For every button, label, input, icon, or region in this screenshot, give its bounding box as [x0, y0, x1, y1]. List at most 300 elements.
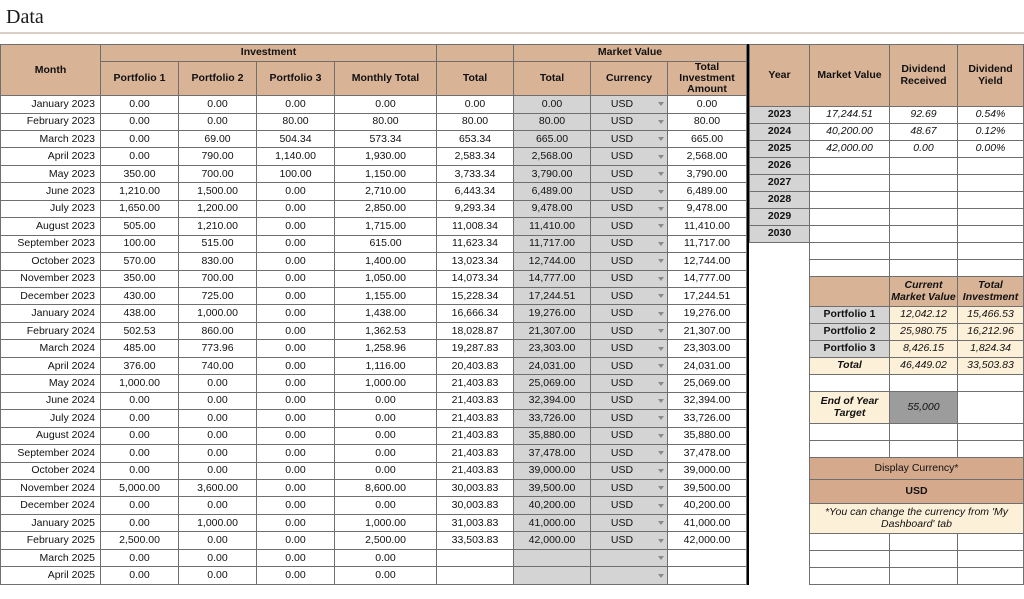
cell-portfolio-3[interactable]: 0.00 [257, 305, 335, 322]
cell-portfolio-2[interactable]: 0.00 [179, 462, 257, 479]
cell-dividend-yield[interactable]: 0.12% [958, 124, 1024, 141]
cell-total-investment-amount[interactable]: 32,394.00 [668, 392, 747, 409]
cell-portfolio-3[interactable]: 0.00 [257, 218, 335, 235]
cell-portfolio-2[interactable]: 0.00 [179, 375, 257, 392]
currency-dropdown[interactable] [591, 532, 668, 549]
cell-portfolio-1[interactable]: 5,000.00 [101, 480, 179, 497]
cell-dividend-received[interactable]: 48.67 [890, 124, 958, 141]
cell-yearly-market-value[interactable] [810, 226, 890, 243]
cell-total-investment-amount[interactable]: 40,200.00 [668, 497, 747, 514]
cell-total-investment-amount[interactable]: 3,790.00 [668, 165, 747, 182]
cell-portfolio-2[interactable]: 0.00 [179, 410, 257, 427]
cell-portfolio-2[interactable]: 0.00 [179, 445, 257, 462]
chevron-down-icon[interactable] [658, 102, 664, 106]
cell-market-value-total[interactable]: 6,489.00 [514, 183, 591, 200]
cell-total-investment-amount[interactable]: 23,303.00 [668, 340, 747, 357]
cell-investment-total[interactable]: 653.34 [437, 130, 514, 147]
cell-month[interactable]: January 2025 [1, 514, 101, 531]
cell-year[interactable]: 2030 [750, 226, 810, 243]
cell-portfolio-2[interactable]: 830.00 [179, 253, 257, 270]
currency-dropdown[interactable] [591, 357, 668, 374]
cell-portfolio-1[interactable]: 0.00 [101, 549, 179, 566]
currency-dropdown[interactable] [591, 392, 668, 409]
cell-portfolio-2[interactable]: 0.00 [179, 497, 257, 514]
cell-portfolio-3[interactable]: 0.00 [257, 427, 335, 444]
cell-market-value-total[interactable]: 21,307.00 [514, 322, 591, 339]
cell-month[interactable]: June 2024 [1, 392, 101, 409]
cell-monthly-total[interactable]: 0.00 [335, 497, 437, 514]
cell-total-investment-amount[interactable]: 19,276.00 [668, 305, 747, 322]
chevron-down-icon[interactable] [658, 521, 664, 525]
cell-market-value-total[interactable]: 24,031.00 [514, 357, 591, 374]
cell-yearly-market-value[interactable]: 42,000.00 [810, 141, 890, 158]
cell-yearly-market-value[interactable] [810, 209, 890, 226]
cell-month[interactable]: February 2025 [1, 532, 101, 549]
chevron-down-icon[interactable] [658, 399, 664, 403]
cell-total-investment-amount[interactable]: 24,031.00 [668, 357, 747, 374]
cell-total-investment-amount[interactable]: 11,717.00 [668, 235, 747, 252]
cell-portfolio-1[interactable]: 0.00 [101, 514, 179, 531]
cell-investment-total[interactable]: 33,503.83 [437, 532, 514, 549]
cell-monthly-total[interactable]: 1,438.00 [335, 305, 437, 322]
cell-dividend-received[interactable] [890, 192, 958, 209]
chevron-down-icon[interactable] [658, 416, 664, 420]
summary-current-market-value[interactable]: 46,449.02 [890, 358, 958, 375]
cell-portfolio-3[interactable]: 1,140.00 [257, 148, 335, 165]
cell-month[interactable]: September 2024 [1, 445, 101, 462]
cell-year[interactable]: 2026 [750, 158, 810, 175]
cell-portfolio-2[interactable]: 515.00 [179, 235, 257, 252]
cell-portfolio-3[interactable]: 0.00 [257, 375, 335, 392]
currency-dropdown[interactable] [591, 288, 668, 305]
cell-total-investment-amount[interactable]: 37,478.00 [668, 445, 747, 462]
cell-portfolio-2[interactable]: 773.96 [179, 340, 257, 357]
display-currency-value[interactable]: USD [810, 480, 1024, 504]
cell-total-investment-amount[interactable]: 21,307.00 [668, 322, 747, 339]
cell-total-investment-amount[interactable]: 9,478.00 [668, 200, 747, 217]
summary-total-investment[interactable]: 1,824.34 [958, 341, 1024, 358]
cell-month[interactable]: March 2025 [1, 549, 101, 566]
cell-monthly-total[interactable]: 1,258.96 [335, 340, 437, 357]
cell-total-investment-amount[interactable] [668, 549, 747, 566]
cell-portfolio-2[interactable]: 1,000.00 [179, 305, 257, 322]
cell-monthly-total[interactable]: 0.00 [335, 462, 437, 479]
cell-dividend-yield[interactable] [958, 175, 1024, 192]
cell-portfolio-2[interactable]: 0.00 [179, 532, 257, 549]
chevron-down-icon[interactable] [658, 451, 664, 455]
cell-dividend-received[interactable]: 0.00 [890, 141, 958, 158]
cell-monthly-total[interactable]: 2,500.00 [335, 532, 437, 549]
cell-portfolio-3[interactable]: 0.00 [257, 445, 335, 462]
cell-total-investment-amount[interactable]: 39,000.00 [668, 462, 747, 479]
cell-monthly-total[interactable]: 1,930.00 [335, 148, 437, 165]
cell-portfolio-2[interactable]: 0.00 [179, 392, 257, 409]
currency-dropdown[interactable] [591, 183, 668, 200]
cell-portfolio-1[interactable]: 1,210.00 [101, 183, 179, 200]
cell-market-value-total[interactable]: 19,276.00 [514, 305, 591, 322]
summary-current-market-value[interactable]: 8,426.15 [890, 341, 958, 358]
cell-investment-total[interactable]: 21,403.83 [437, 445, 514, 462]
chevron-down-icon[interactable] [658, 486, 664, 490]
cell-portfolio-2[interactable]: 700.00 [179, 270, 257, 287]
cell-month[interactable]: October 2023 [1, 253, 101, 270]
cell-portfolio-2[interactable]: 1,210.00 [179, 218, 257, 235]
cell-portfolio-3[interactable]: 0.00 [257, 270, 335, 287]
cell-market-value-total[interactable]: 37,478.00 [514, 445, 591, 462]
cell-market-value-total[interactable]: 32,394.00 [514, 392, 591, 409]
cell-dividend-yield[interactable] [958, 158, 1024, 175]
cell-month[interactable]: March 2023 [1, 130, 101, 147]
cell-monthly-total[interactable]: 1,150.00 [335, 165, 437, 182]
cell-portfolio-1[interactable]: 0.00 [101, 113, 179, 130]
cell-month[interactable]: February 2024 [1, 322, 101, 339]
cell-total-investment-amount[interactable]: 2,568.00 [668, 148, 747, 165]
cell-investment-total[interactable]: 15,228.34 [437, 288, 514, 305]
currency-dropdown[interactable] [591, 514, 668, 531]
cell-month[interactable]: February 2023 [1, 113, 101, 130]
cell-monthly-total[interactable]: 0.00 [335, 549, 437, 566]
cell-total-investment-amount[interactable]: 17,244.51 [668, 288, 747, 305]
cell-dividend-yield[interactable] [958, 209, 1024, 226]
chevron-down-icon[interactable] [658, 207, 664, 211]
cell-investment-total[interactable]: 30,003.83 [437, 480, 514, 497]
currency-dropdown[interactable] [591, 96, 668, 113]
cell-investment-total[interactable]: 18,028.87 [437, 322, 514, 339]
chevron-down-icon[interactable] [658, 539, 664, 543]
chevron-down-icon[interactable] [658, 224, 664, 228]
chevron-down-icon[interactable] [658, 364, 664, 368]
cell-portfolio-3[interactable]: 0.00 [257, 410, 335, 427]
cell-investment-total[interactable]: 6,443.34 [437, 183, 514, 200]
cell-monthly-total[interactable]: 1,000.00 [335, 375, 437, 392]
cell-portfolio-3[interactable]: 0.00 [257, 322, 335, 339]
currency-dropdown[interactable] [591, 165, 668, 182]
cell-market-value-total[interactable]: 11,410.00 [514, 218, 591, 235]
cell-yearly-market-value[interactable] [810, 192, 890, 209]
cell-month[interactable]: January 2024 [1, 305, 101, 322]
cell-portfolio-3[interactable]: 0.00 [257, 200, 335, 217]
cell-portfolio-2[interactable]: 3,600.00 [179, 480, 257, 497]
currency-dropdown[interactable] [591, 305, 668, 322]
cell-total-investment-amount[interactable]: 0.00 [668, 96, 747, 113]
cell-investment-total[interactable]: 11,008.34 [437, 218, 514, 235]
currency-dropdown[interactable] [591, 340, 668, 357]
currency-dropdown[interactable] [591, 410, 668, 427]
cell-monthly-total[interactable]: 1,362.53 [335, 322, 437, 339]
summary-total-investment[interactable]: 15,466.53 [958, 307, 1024, 324]
chevron-down-icon[interactable] [658, 434, 664, 438]
cell-portfolio-2[interactable]: 0.00 [179, 113, 257, 130]
cell-dividend-yield[interactable] [958, 226, 1024, 243]
cell-portfolio-3[interactable]: 0.00 [257, 532, 335, 549]
cell-portfolio-1[interactable]: 570.00 [101, 253, 179, 270]
cell-investment-total[interactable]: 11,623.34 [437, 235, 514, 252]
cell-monthly-total[interactable]: 0.00 [335, 410, 437, 427]
cell-monthly-total[interactable]: 573.34 [335, 130, 437, 147]
cell-investment-total[interactable]: 80.00 [437, 113, 514, 130]
cell-portfolio-2[interactable]: 0.00 [179, 427, 257, 444]
currency-dropdown[interactable] [591, 427, 668, 444]
cell-yearly-market-value[interactable] [810, 158, 890, 175]
cell-investment-total[interactable]: 31,003.83 [437, 514, 514, 531]
cell-market-value-total[interactable]: 23,303.00 [514, 340, 591, 357]
cell-portfolio-1[interactable]: 485.00 [101, 340, 179, 357]
cell-portfolio-3[interactable]: 80.00 [257, 113, 335, 130]
cell-month[interactable]: October 2024 [1, 462, 101, 479]
cell-investment-total[interactable]: 13,023.34 [437, 253, 514, 270]
cell-monthly-total[interactable]: 1,050.00 [335, 270, 437, 287]
cell-market-value-total[interactable]: 0.00 [514, 96, 591, 113]
end-of-year-target-value[interactable]: 55,000 [890, 392, 958, 424]
cell-market-value-total[interactable] [514, 567, 591, 585]
chevron-down-icon[interactable] [658, 120, 664, 124]
cell-month[interactable]: June 2023 [1, 183, 101, 200]
cell-market-value-total[interactable]: 25,069.00 [514, 375, 591, 392]
cell-portfolio-3[interactable]: 0.00 [257, 357, 335, 374]
cell-portfolio-3[interactable]: 0.00 [257, 480, 335, 497]
cell-month[interactable]: August 2023 [1, 218, 101, 235]
cell-month[interactable]: December 2024 [1, 497, 101, 514]
cell-market-value-total[interactable] [514, 549, 591, 566]
cell-month[interactable]: March 2024 [1, 340, 101, 357]
currency-dropdown[interactable] [591, 253, 668, 270]
cell-portfolio-1[interactable]: 505.00 [101, 218, 179, 235]
cell-portfolio-3[interactable]: 0.00 [257, 549, 335, 566]
chevron-down-icon[interactable] [658, 312, 664, 316]
cell-market-value-total[interactable]: 14,777.00 [514, 270, 591, 287]
cell-monthly-total[interactable]: 1,116.00 [335, 357, 437, 374]
cell-total-investment-amount[interactable]: 42,000.00 [668, 532, 747, 549]
cell-investment-total[interactable]: 21,403.83 [437, 410, 514, 427]
cell-dividend-yield[interactable]: 0.00% [958, 141, 1024, 158]
cell-investment-total[interactable] [437, 567, 514, 585]
cell-month[interactable]: November 2023 [1, 270, 101, 287]
cell-investment-total[interactable]: 21,403.83 [437, 375, 514, 392]
currency-dropdown[interactable] [591, 130, 668, 147]
cell-month[interactable]: September 2023 [1, 235, 101, 252]
cell-investment-total[interactable]: 21,403.83 [437, 427, 514, 444]
chevron-down-icon[interactable] [658, 155, 664, 159]
currency-dropdown[interactable] [591, 497, 668, 514]
cell-portfolio-1[interactable]: 100.00 [101, 235, 179, 252]
cell-investment-total[interactable]: 3,733.34 [437, 165, 514, 182]
cell-month[interactable]: August 2024 [1, 427, 101, 444]
cell-month[interactable]: April 2023 [1, 148, 101, 165]
cell-portfolio-3[interactable]: 0.00 [257, 340, 335, 357]
cell-portfolio-2[interactable]: 69.00 [179, 130, 257, 147]
cell-portfolio-1[interactable]: 0.00 [101, 427, 179, 444]
chevron-down-icon[interactable] [658, 504, 664, 508]
cell-market-value-total[interactable]: 40,200.00 [514, 497, 591, 514]
cell-investment-total[interactable]: 20,403.83 [437, 357, 514, 374]
cell-market-value-total[interactable]: 11,717.00 [514, 235, 591, 252]
cell-portfolio-3[interactable]: 0.00 [257, 235, 335, 252]
chevron-down-icon[interactable] [658, 277, 664, 281]
cell-portfolio-1[interactable]: 0.00 [101, 462, 179, 479]
cell-portfolio-1[interactable]: 2,500.00 [101, 532, 179, 549]
cell-dividend-received[interactable]: 92.69 [890, 107, 958, 124]
cell-monthly-total[interactable]: 0.00 [335, 445, 437, 462]
cell-market-value-total[interactable]: 12,744.00 [514, 253, 591, 270]
cell-portfolio-3[interactable]: 0.00 [257, 497, 335, 514]
cell-month[interactable]: November 2024 [1, 480, 101, 497]
cell-monthly-total[interactable]: 2,710.00 [335, 183, 437, 200]
cell-monthly-total[interactable]: 615.00 [335, 235, 437, 252]
cell-dividend-received[interactable] [890, 209, 958, 226]
cell-investment-total[interactable]: 21,403.83 [437, 462, 514, 479]
cell-monthly-total[interactable]: 1,000.00 [335, 514, 437, 531]
cell-portfolio-3[interactable]: 100.00 [257, 165, 335, 182]
cell-portfolio-3[interactable]: 504.34 [257, 130, 335, 147]
cell-monthly-total[interactable]: 0.00 [335, 567, 437, 585]
cell-month[interactable]: December 2023 [1, 288, 101, 305]
cell-portfolio-3[interactable]: 0.00 [257, 253, 335, 270]
cell-portfolio-2[interactable]: 0.00 [179, 567, 257, 585]
cell-market-value-total[interactable]: 33,726.00 [514, 410, 591, 427]
chevron-down-icon[interactable] [658, 347, 664, 351]
cell-portfolio-2[interactable]: 700.00 [179, 165, 257, 182]
cell-market-value-total[interactable]: 3,790.00 [514, 165, 591, 182]
currency-dropdown[interactable] [591, 270, 668, 287]
cell-total-investment-amount[interactable]: 665.00 [668, 130, 747, 147]
cell-monthly-total[interactable]: 0.00 [335, 392, 437, 409]
currency-dropdown[interactable] [591, 200, 668, 217]
cell-portfolio-3[interactable]: 0.00 [257, 288, 335, 305]
cell-investment-total[interactable] [437, 549, 514, 566]
currency-dropdown[interactable] [591, 235, 668, 252]
cell-monthly-total[interactable]: 2,850.00 [335, 200, 437, 217]
cell-portfolio-1[interactable]: 1,000.00 [101, 375, 179, 392]
cell-month[interactable]: April 2025 [1, 567, 101, 585]
cell-month[interactable]: May 2024 [1, 375, 101, 392]
cell-investment-total[interactable]: 2,583.34 [437, 148, 514, 165]
cell-portfolio-3[interactable]: 0.00 [257, 183, 335, 200]
cell-portfolio-3[interactable]: 0.00 [257, 514, 335, 531]
cell-portfolio-1[interactable]: 0.00 [101, 96, 179, 113]
chevron-down-icon[interactable] [658, 259, 664, 263]
cell-dividend-yield[interactable] [958, 192, 1024, 209]
cell-portfolio-1[interactable]: 1,650.00 [101, 200, 179, 217]
cell-market-value-total[interactable]: 35,880.00 [514, 427, 591, 444]
cell-monthly-total[interactable]: 1,715.00 [335, 218, 437, 235]
chevron-down-icon[interactable] [658, 574, 664, 578]
cell-year[interactable]: 2023 [750, 107, 810, 124]
cell-dividend-received[interactable] [890, 226, 958, 243]
currency-dropdown[interactable] [591, 113, 668, 130]
cell-dividend-received[interactable] [890, 175, 958, 192]
cell-portfolio-3[interactable]: 0.00 [257, 96, 335, 113]
cell-investment-total[interactable]: 0.00 [437, 96, 514, 113]
currency-dropdown[interactable] [591, 218, 668, 235]
cell-investment-total[interactable]: 16,666.34 [437, 305, 514, 322]
cell-dividend-yield[interactable]: 0.54% [958, 107, 1024, 124]
cell-portfolio-1[interactable]: 376.00 [101, 357, 179, 374]
chevron-down-icon[interactable] [658, 329, 664, 333]
cell-total-investment-amount[interactable] [668, 567, 747, 585]
cell-portfolio-2[interactable]: 0.00 [179, 96, 257, 113]
cell-portfolio-1[interactable]: 438.00 [101, 305, 179, 322]
cell-market-value-total[interactable]: 2,568.00 [514, 148, 591, 165]
cell-investment-total[interactable]: 14,073.34 [437, 270, 514, 287]
cell-year[interactable]: 2029 [750, 209, 810, 226]
cell-market-value-total[interactable]: 80.00 [514, 113, 591, 130]
cell-month[interactable]: April 2024 [1, 357, 101, 374]
cell-market-value-total[interactable]: 41,000.00 [514, 514, 591, 531]
cell-portfolio-1[interactable]: 430.00 [101, 288, 179, 305]
cell-total-investment-amount[interactable]: 25,069.00 [668, 375, 747, 392]
chevron-down-icon[interactable] [658, 469, 664, 473]
cell-total-investment-amount[interactable]: 12,744.00 [668, 253, 747, 270]
currency-dropdown[interactable] [591, 567, 668, 585]
currency-dropdown[interactable] [591, 445, 668, 462]
cell-portfolio-2[interactable]: 1,000.00 [179, 514, 257, 531]
cell-total-investment-amount[interactable]: 80.00 [668, 113, 747, 130]
cell-portfolio-2[interactable]: 740.00 [179, 357, 257, 374]
cell-month[interactable]: January 2023 [1, 96, 101, 113]
cell-portfolio-1[interactable]: 502.53 [101, 322, 179, 339]
cell-yearly-market-value[interactable]: 17,244.51 [810, 107, 890, 124]
cell-month[interactable]: July 2024 [1, 410, 101, 427]
cell-market-value-total[interactable]: 17,244.51 [514, 288, 591, 305]
cell-portfolio-2[interactable]: 790.00 [179, 148, 257, 165]
cell-investment-total[interactable]: 30,003.83 [437, 497, 514, 514]
chevron-down-icon[interactable] [658, 172, 664, 176]
chevron-down-icon[interactable] [658, 556, 664, 560]
cell-yearly-market-value[interactable] [810, 175, 890, 192]
currency-dropdown[interactable] [591, 462, 668, 479]
cell-portfolio-1[interactable]: 0.00 [101, 148, 179, 165]
currency-dropdown[interactable] [591, 480, 668, 497]
cell-total-investment-amount[interactable]: 6,489.00 [668, 183, 747, 200]
cell-total-investment-amount[interactable]: 11,410.00 [668, 218, 747, 235]
cell-market-value-total[interactable]: 39,000.00 [514, 462, 591, 479]
cell-year[interactable]: 2028 [750, 192, 810, 209]
cell-market-value-total[interactable]: 39,500.00 [514, 480, 591, 497]
cell-monthly-total[interactable]: 8,600.00 [335, 480, 437, 497]
chevron-down-icon[interactable] [658, 190, 664, 194]
cell-market-value-total[interactable]: 9,478.00 [514, 200, 591, 217]
cell-portfolio-2[interactable]: 725.00 [179, 288, 257, 305]
cell-month[interactable]: July 2023 [1, 200, 101, 217]
currency-dropdown[interactable] [591, 375, 668, 392]
currency-dropdown[interactable] [591, 322, 668, 339]
cell-total-investment-amount[interactable]: 41,000.00 [668, 514, 747, 531]
cell-portfolio-1[interactable]: 350.00 [101, 270, 179, 287]
cell-portfolio-3[interactable]: 0.00 [257, 567, 335, 585]
cell-monthly-total[interactable]: 0.00 [335, 427, 437, 444]
cell-total-investment-amount[interactable]: 14,777.00 [668, 270, 747, 287]
chevron-down-icon[interactable] [658, 294, 664, 298]
cell-portfolio-3[interactable]: 0.00 [257, 462, 335, 479]
cell-investment-total[interactable]: 21,403.83 [437, 392, 514, 409]
summary-current-market-value[interactable]: 25,980.75 [890, 324, 958, 341]
cell-year[interactable]: 2027 [750, 175, 810, 192]
cell-portfolio-3[interactable]: 0.00 [257, 392, 335, 409]
summary-current-market-value[interactable]: 12,042.12 [890, 307, 958, 324]
cell-portfolio-1[interactable]: 0.00 [101, 445, 179, 462]
cell-year[interactable]: 2024 [750, 124, 810, 141]
cell-market-value-total[interactable]: 665.00 [514, 130, 591, 147]
currency-dropdown[interactable] [591, 148, 668, 165]
summary-total-investment[interactable]: 33,503.83 [958, 358, 1024, 375]
cell-portfolio-1[interactable]: 350.00 [101, 165, 179, 182]
cell-portfolio-1[interactable]: 0.00 [101, 130, 179, 147]
cell-market-value-total[interactable]: 42,000.00 [514, 532, 591, 549]
cell-portfolio-2[interactable]: 0.00 [179, 549, 257, 566]
currency-dropdown[interactable] [591, 549, 668, 566]
cell-portfolio-1[interactable]: 0.00 [101, 392, 179, 409]
cell-monthly-total[interactable]: 80.00 [335, 113, 437, 130]
